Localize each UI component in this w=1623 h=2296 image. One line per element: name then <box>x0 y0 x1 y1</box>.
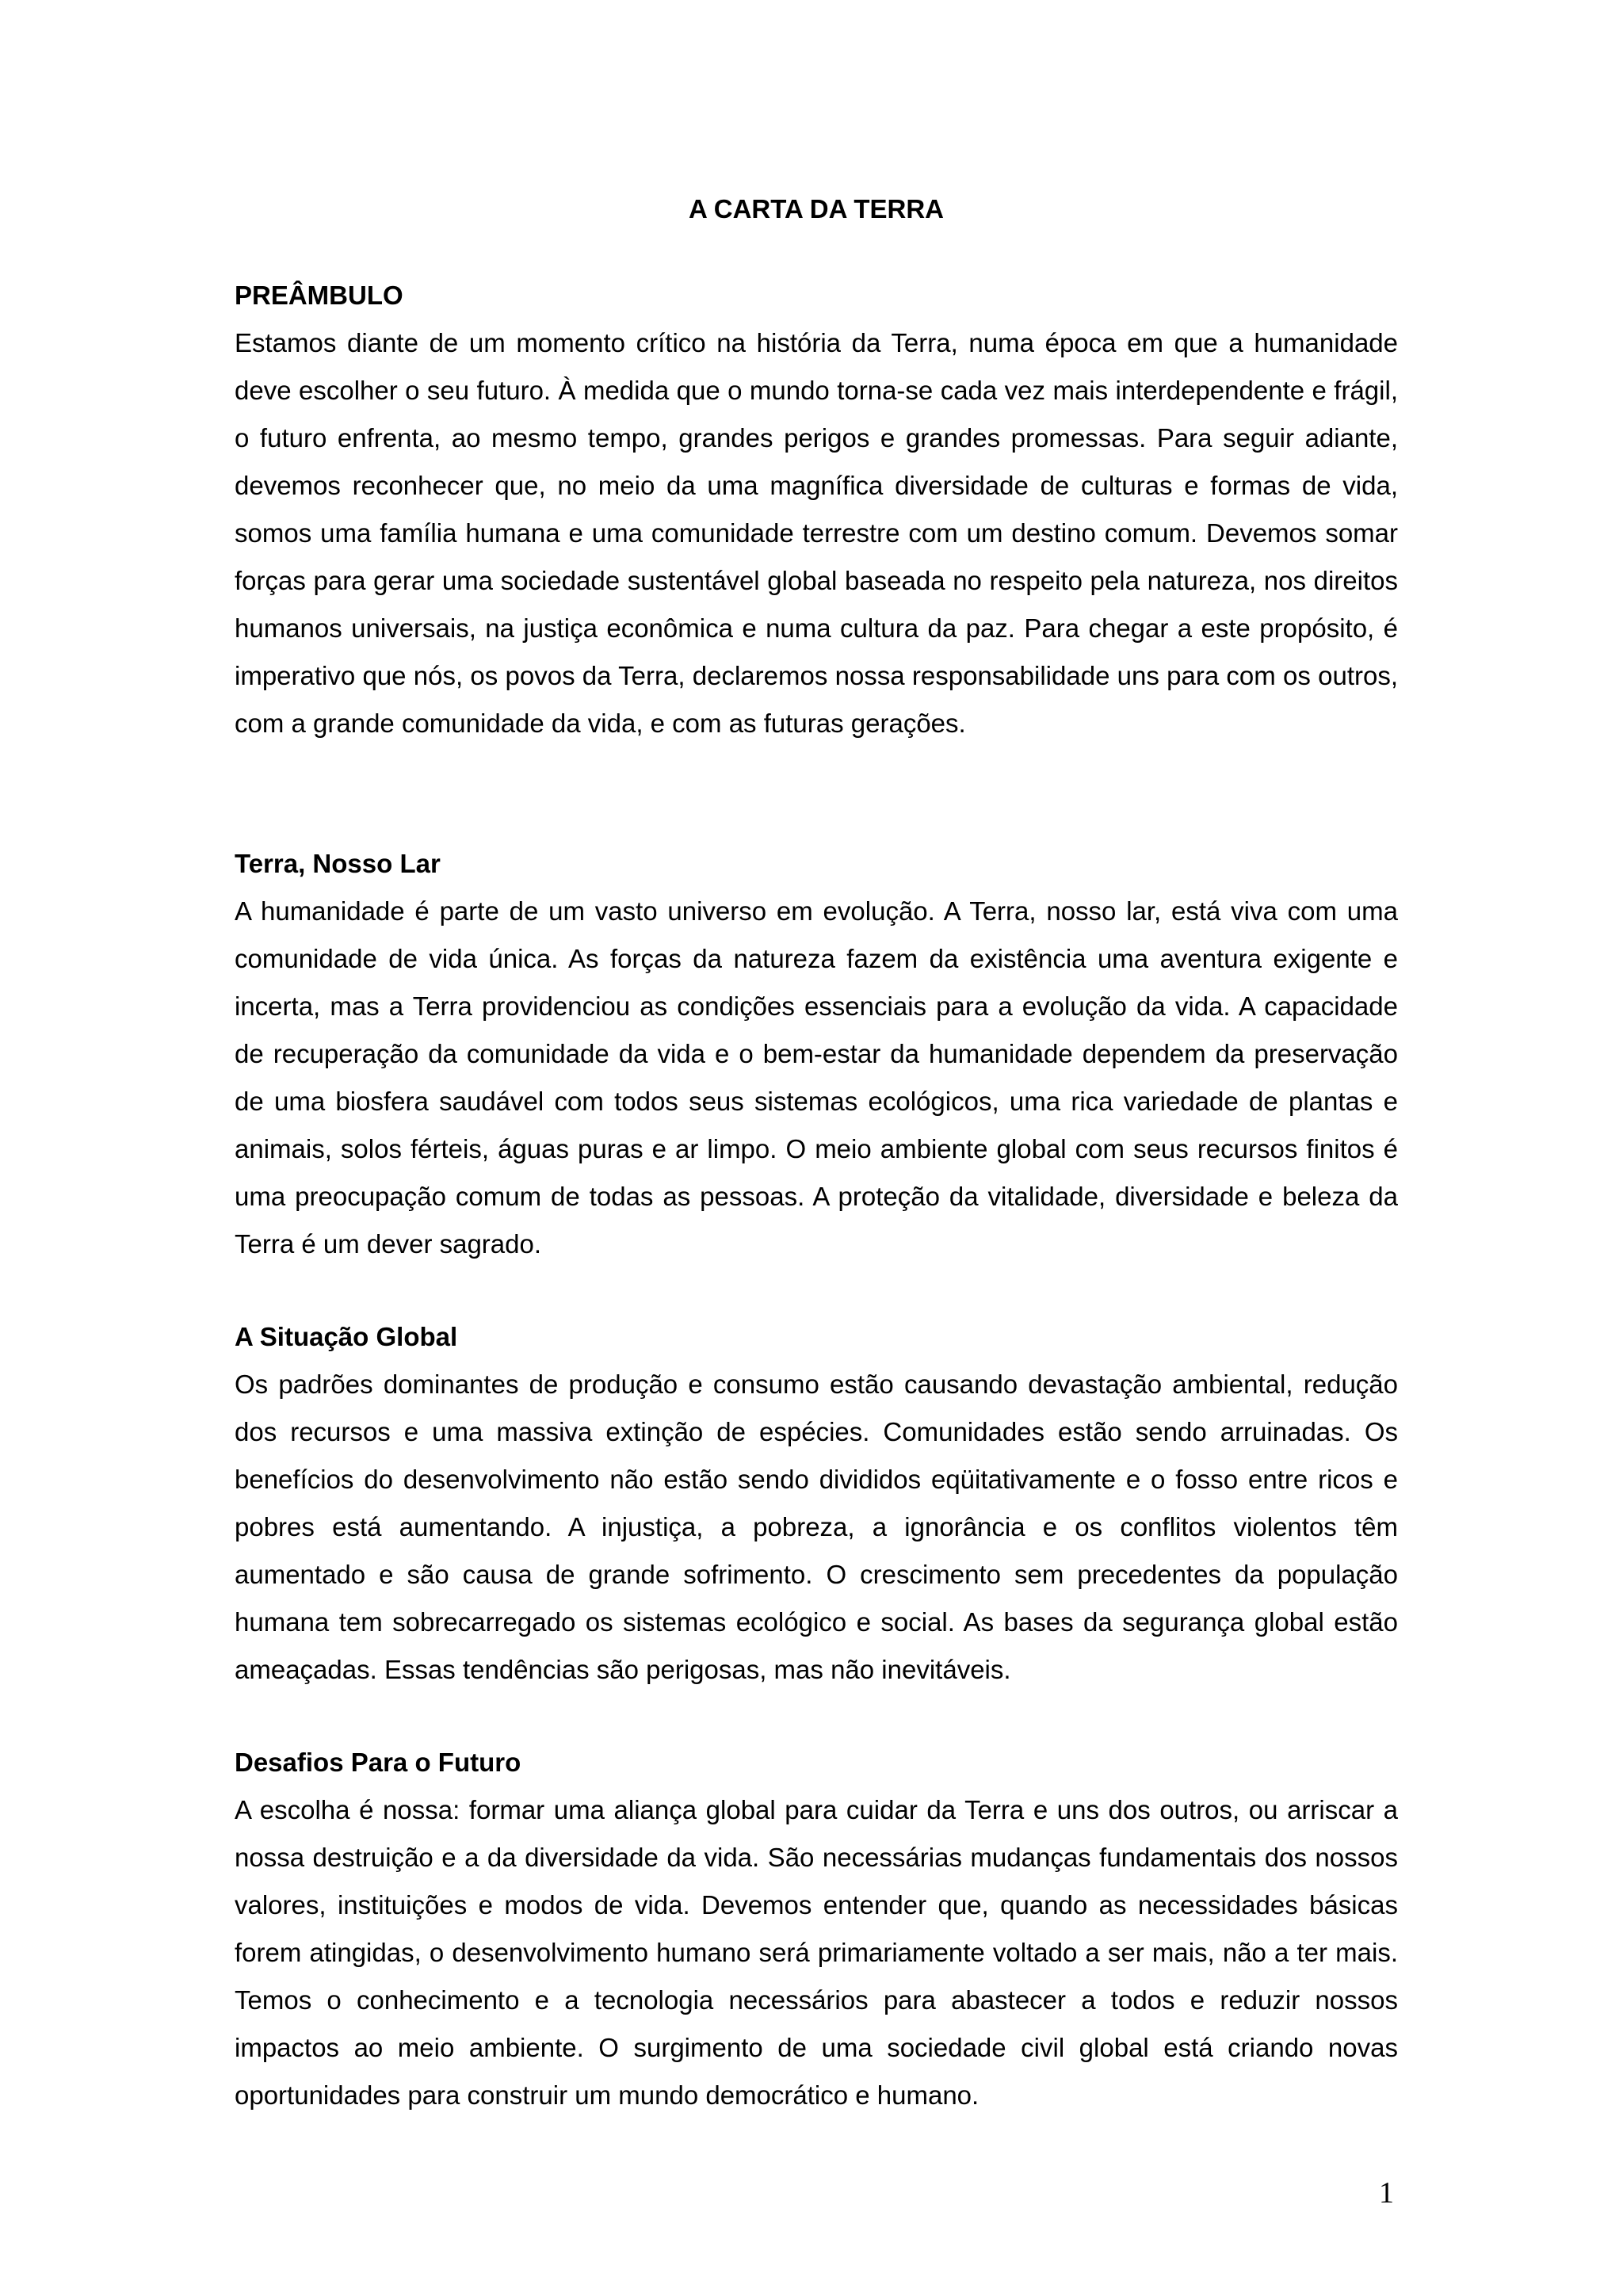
section-terra-nosso-lar <box>235 840 1398 1268</box>
section-paragraph-desafios-futuro: A escolha é nossa: formar uma aliança global para cuidar da Terra e uns dos outros, ou arriscar a nossa destruição e a da diversidade da vida. São necessárias mudanças fundamentais dos nossos valores, instituições e modos de vida. Devemos entender que, quando as necessidades básicas forem atingidas, o desenvolvimento humano será primariamente voltado a ser mais, não a ter mais. Temos o conhecimento e a tecnologia necessários para abastecer a todos e reduzir nossos impactos ao meio ambiente. O surgimento de uma sociedade civil global está criando novas oportunidades para construir um mundo democrático e humano. <box>235 1795 1398 2110</box>
section-desafios-futuro <box>235 1739 1398 2119</box>
section-preambulo <box>235 272 1398 747</box>
section-heading-situacao-global: A Situação Global <box>235 1322 458 1351</box>
section-heading-preambulo: PREÂMBULO <box>235 281 403 310</box>
section-situacao-global <box>235 1313 1398 1694</box>
page-number: 1 <box>1379 2176 1394 2210</box>
section-paragraph-preambulo: Estamos diante de um momento crítico na história da Terra, numa época em que a humanidade deve escolher o seu futuro. À medida que o mundo torna-se cada vez mais interdependente e frágil, o futuro enfrenta, ao mesmo tempo, grandes perigos e grandes promessas. Para seguir adiante, devemos reconhecer que, no meio da uma magnífica diversidade de culturas e formas de vida, somos uma família humana e uma comunidade terrestre com um destino comum. Devemos somar forças para gerar uma sociedade sustentável global baseada no respeito pela natureza, nos direitos humanos universais, na justiça econômica e numa cultura da paz. Para chegar a este propósito, é imperativo que nós, os povos da Terra, declaremos nossa responsabilidade uns para com os outros, com a grande comunidade da vida, e com as futuras gerações. <box>235 328 1398 738</box>
section-paragraph-terra-nosso-lar: A humanidade é parte de um vasto universo em evolução. A Terra, nosso lar, está viva com uma comunidade de vida única. As forças da natureza fazem da existência uma aventura exigente e incerta, mas a Terra providenciou as condições essenciais para a evolução da vida. A capacidade de recuperação da comunidade da vida e o bem-estar da humanidade dependem da preservação de uma biosfera saudável com todos seus sistemas ecológicos, uma rica variedade de plantas e animais, solos férteis, águas puras e ar limpo. O meio ambiente global com seus recursos finitos é uma preocupação comum de todas as pessoas. A proteção da vitalidade, diversidade e beleza da Terra é um dever sagrado. <box>235 896 1398 1259</box>
document-title: A CARTA DA TERRA <box>688 194 945 223</box>
section-heading-desafios-futuro: Desafios Para o Futuro <box>235 1748 521 1777</box>
section-paragraph-situacao-global: Os padrões dominantes de produção e consumo estão causando devastação ambiental, redução dos recursos e uma massiva extinção de espécies. Comunidades estão sendo arruinadas. Os benefícios do desenvolvimento não estão sendo divididos eqüitativamente e o fosso entre ricos e pobres está aumentando. A injustiça, a pobreza, a ignorância e os conflitos violentos têm aumentado e são causa de grande sofrimento. O crescimento sem precedentes da população humana tem sobrecarregado os sistemas ecológico e social. As bases da segurança global estão ameaçadas. Essas tendências são perigosas, mas não inevitáveis. <box>235 1370 1398 1684</box>
section-heading-terra-nosso-lar: Terra, Nosso Lar <box>235 849 441 878</box>
